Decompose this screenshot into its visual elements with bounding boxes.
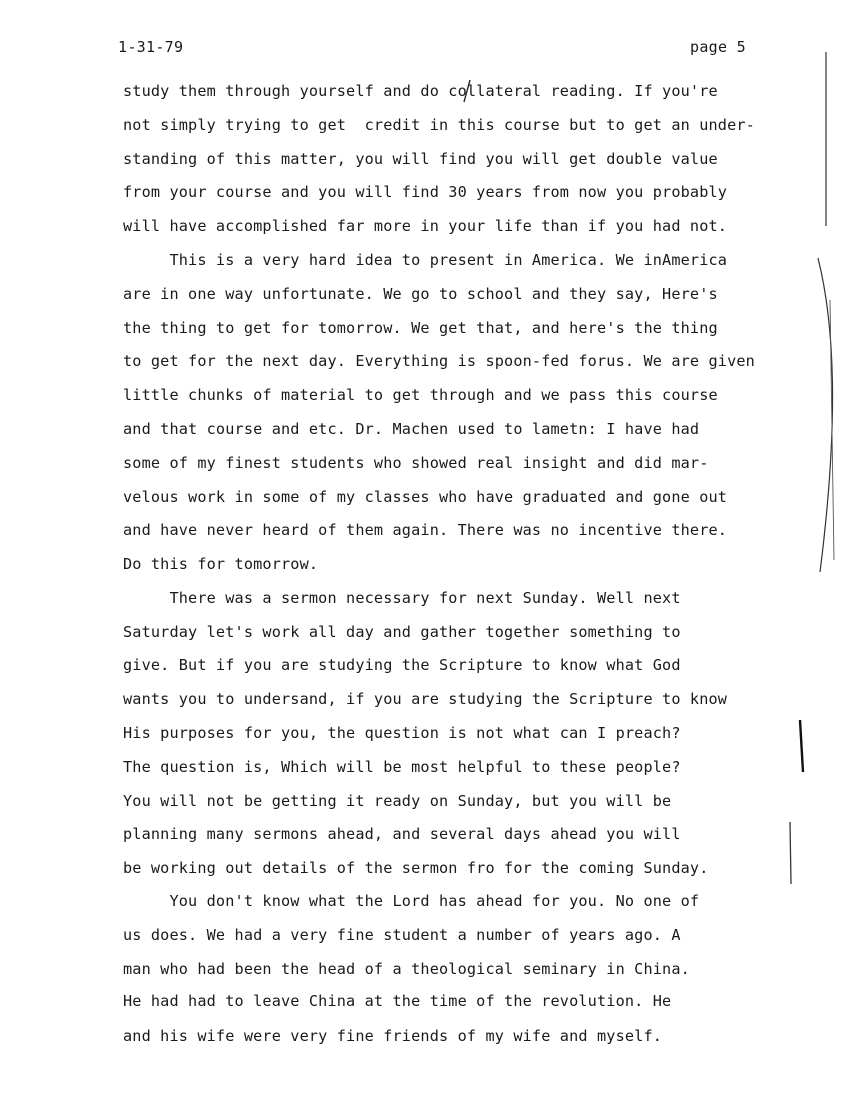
text-line: You don't know what the Lord has ahead for you. No one of (123, 892, 700, 910)
text-line: You will not be getting it ready on Sunday, but you will be (123, 792, 672, 810)
text-line: give. But if you are studying the Scripture to know what God (123, 656, 681, 674)
text-line: study them through yourself and do collateral reading. If you're (123, 82, 718, 100)
text-line: from your course and you will find 30 years from now you probably (123, 183, 728, 201)
text-line: There was a sermon necessary for next Sunday. Well next (123, 589, 681, 607)
margin-bracket-line (830, 300, 834, 560)
text-line: little chunks of material to get through and we pass this course (123, 386, 718, 404)
text-line: are in one way unfortunate. We go to school and they say, Here's (123, 285, 718, 303)
text-line: will have accomplished far more in your life than if you had not. (123, 217, 728, 235)
text-line: The question is, Which will be most helpful to these people? (123, 758, 681, 776)
text-line: and his wife were very fine friends of my wife and myself. (123, 1027, 663, 1045)
text-line: Do this for tomorrow. (123, 555, 319, 573)
text-line: man who had been the head of a theological seminary in China. (123, 960, 690, 978)
text-line: some of my finest students who showed real insight and did mar- (123, 454, 709, 472)
margin-bracket-line (818, 258, 833, 572)
text-line: standing of this matter, you will find you will get double value (123, 150, 718, 168)
text-line: not simply trying to get credit in this course but to get an under- (123, 116, 755, 134)
text-line: velous work in some of my classes who have graduated and gone out (123, 488, 728, 506)
text-line: wants you to undersand, if you are studying the Scripture to know (123, 690, 728, 708)
margin-bracket-line (790, 822, 791, 884)
text-line: us does. We had a very fine student a number of years ago. A (123, 926, 681, 944)
text-line: His purposes for you, the question is not what can I preach? (123, 724, 681, 742)
text-line: and have never heard of them again. There was no incentive there. (123, 521, 728, 539)
text-line: planning many sermons ahead, and several days ahead you will (123, 825, 681, 843)
page-number: page 5 (690, 38, 746, 56)
text-line: Saturday let's work all day and gather together something to (123, 623, 681, 641)
text-line: He had had to leave China at the time of the revolution. He (123, 992, 672, 1010)
text-line: be working out details of the sermon fro for the coming Sunday. (123, 859, 709, 877)
margin-bracket-line (800, 720, 803, 772)
header-date: 1-31-79 (118, 38, 184, 56)
text-line: to get for the next day. Everything is spoon-fed forus. We are given (123, 352, 755, 370)
text-line: and that course and etc. Dr. Machen used to lametn: I have had (123, 420, 700, 438)
text-line: This is a very hard idea to present in America. We inAmerica (123, 251, 728, 269)
text-line: the thing to get for tomorrow. We get that, and here's the thing (123, 319, 718, 337)
